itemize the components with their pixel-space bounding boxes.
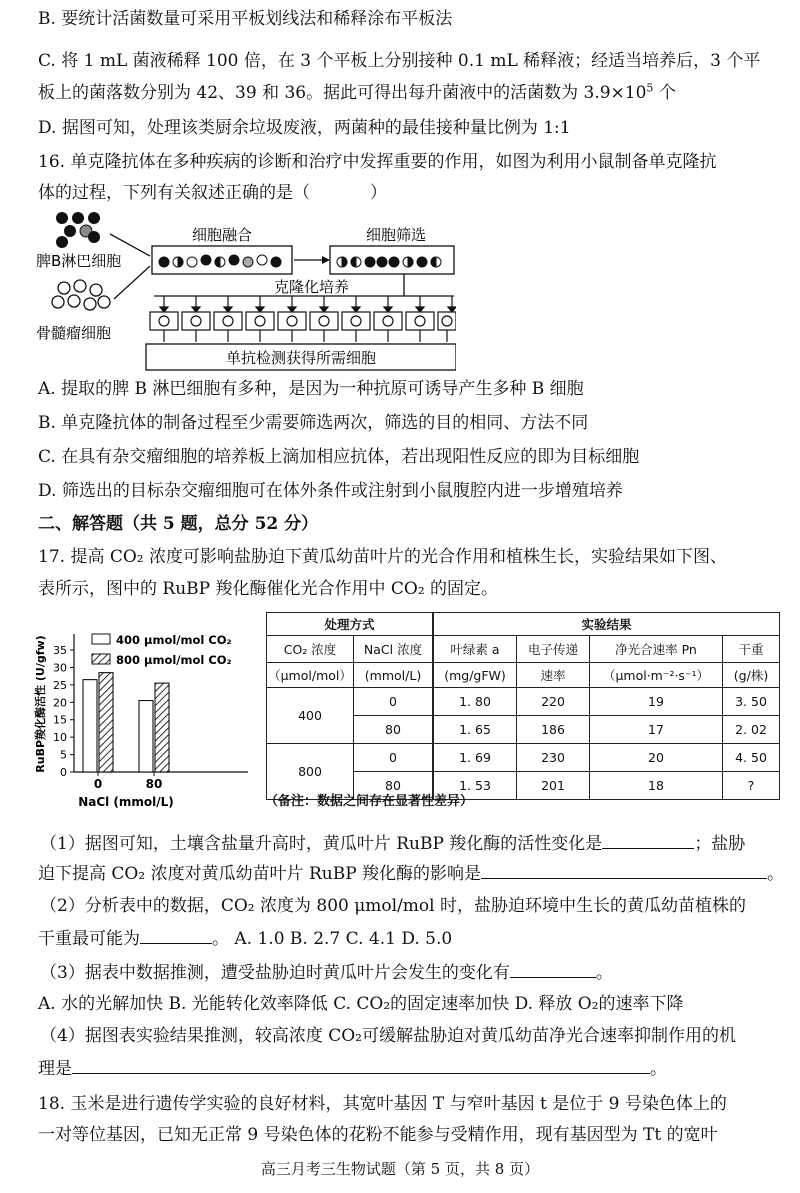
chart-xlabel: NaCl (mmol/L) bbox=[78, 795, 174, 809]
y-tick-label: 35 bbox=[53, 644, 67, 657]
col-nacl-unit: (mmol/L) bbox=[354, 663, 434, 688]
cell-et: 186 bbox=[517, 716, 590, 744]
experiment-table bbox=[266, 612, 780, 800]
table-note: （备注：数据之间存在显著性差异） bbox=[265, 794, 474, 809]
bar-800-nacl-80 bbox=[155, 683, 169, 772]
q18-stem-line2: 一对等位基因，已知无正常 9 号染色体的花粉不能参与受精作用，现有基因型为 Tt 的宽叶 bbox=[38, 1125, 718, 1145]
q15-option-d: D. 据图可知，处理该类厨余垃圾废液，两菌种的最佳接种量比例为 1:1 bbox=[38, 118, 571, 138]
fusion-label: 细胞融合 bbox=[192, 226, 253, 244]
table-row bbox=[267, 688, 780, 716]
chart-bars bbox=[83, 673, 169, 772]
cell-chl: 1. 69 bbox=[433, 744, 517, 772]
cell-dw: 4. 50 bbox=[723, 744, 780, 772]
cell-et: 230 bbox=[517, 744, 590, 772]
col-dw: 干重 bbox=[723, 636, 780, 663]
cell-chl: 1. 80 bbox=[433, 688, 517, 716]
bar-400-nacl-0 bbox=[83, 680, 97, 772]
col-co2: CO₂ 浓度 bbox=[267, 636, 354, 663]
cell-pn: 19 bbox=[590, 688, 723, 716]
legend-swatch-400 bbox=[92, 634, 110, 644]
col-chl-unit: (mg/gFW) bbox=[433, 663, 517, 688]
cell-pn: 20 bbox=[590, 744, 723, 772]
rubp-bar-chart bbox=[30, 604, 266, 810]
myeloma-cells bbox=[52, 280, 110, 310]
monoclonal-antibody-diagram bbox=[36, 204, 456, 374]
cell-nacl: 0 bbox=[354, 688, 434, 716]
y-tick-label: 25 bbox=[53, 678, 67, 692]
col-co2-unit: （μmol/mol） bbox=[267, 663, 354, 688]
q16-stem-line2: 体的过程，下列有关叙述正确的是（ ） bbox=[38, 183, 387, 203]
col-pn: 净光合速率 Pn bbox=[590, 636, 723, 663]
q16-option-c: C. 在具有杂交瘤细胞的培养板上滴加相应抗体，若出现阳性反应的即为目标细胞 bbox=[38, 447, 640, 467]
cell-dw: ? bbox=[723, 772, 780, 800]
chart-y-ticks bbox=[53, 644, 74, 779]
q18-stem-line1: 18. 玉米是进行遗传学实验的良好材料，其宽叶基因 T 与窄叶基因 t 是位于 9 号染色体上的 bbox=[38, 1094, 727, 1114]
q16-option-d: D. 筛选出的目标杂交瘤细胞可在体外条件或注射到小鼠腹腔内进一步增殖培养 bbox=[38, 481, 623, 501]
bar-400-nacl-80 bbox=[139, 701, 153, 772]
q16-stem-line1: 16. 单克隆抗体在多种疾病的诊断和治疗中发挥重要的作用，如图为利用小鼠制备单克隆抗 bbox=[38, 152, 717, 172]
y-tick-label: 10 bbox=[53, 731, 67, 745]
y-tick-label: 15 bbox=[53, 713, 67, 727]
q15-option-c-line2: 板上的菌落数分别为 42、39 和 36。据此可得出每升菌液中的活菌数为 $3.9\times 10^5$ 个 bbox=[38, 81, 676, 103]
x-tick-label: 0 bbox=[93, 777, 103, 791]
q16-option-b: B. 单克隆抗体的制备过程至少需要筛选两次，筛选的目的相同、方法不同 bbox=[38, 413, 589, 433]
cell-et: 220 bbox=[517, 688, 590, 716]
q17-part2-line1: （2）分析表中的数据，CO₂ 浓度为 800 μmol/mol 时，盐胁迫环境中生长的黄瓜幼苗植株的 bbox=[40, 896, 746, 916]
chart-ylabel: RuBP羧化酶活性 (U/gfw) bbox=[34, 635, 47, 773]
spleen-label: 脾B淋巴细胞 bbox=[36, 252, 122, 270]
cell-dw: 3. 50 bbox=[723, 688, 780, 716]
q15-option-c-line1: C. 将 1 mL 菌液稀释 100 倍，在 3 个平板上分别接种 0.1 mL 稀释液；经适当培养后，3 个平 bbox=[38, 51, 761, 71]
q17-part2-line2: 干重最可能为 。 A. 1.0 B. 2.7 C. 4.1 D. 5.0 bbox=[38, 929, 453, 949]
cell-et: 201 bbox=[517, 772, 590, 800]
bar-800-nacl-0 bbox=[99, 673, 113, 772]
myeloma-label: 骨髓瘤细胞 bbox=[36, 324, 112, 342]
x-tick-label: 80 bbox=[145, 777, 163, 791]
q17-part3-line1: （3）据表中数据推测，遭受盐胁迫时黄瓜叶片会发生的变化有 。 bbox=[40, 963, 613, 983]
fusion-cells bbox=[159, 255, 281, 267]
cell-nacl: 80 bbox=[354, 716, 434, 744]
legend-swatch-800 bbox=[92, 654, 110, 664]
cell-chl: 1. 65 bbox=[433, 716, 517, 744]
table-head-method: 处理方式 bbox=[267, 613, 434, 636]
legend-label-800: 800 μmol/mol CO₂ bbox=[116, 653, 232, 667]
q15-option-b: B. 要统计活菌数量可采用平板划线法和稀释涂布平板法 bbox=[38, 9, 453, 29]
arrow-myeloma bbox=[114, 266, 150, 299]
cell-pn: 17 bbox=[590, 716, 723, 744]
y-tick-label: 20 bbox=[53, 696, 67, 710]
q17-stem-line2: 表所示，图中的 RuBP 羧化酶催化光合作用中 CO₂ 的固定。 bbox=[38, 579, 499, 599]
q17-stem-line1: 17. 提高 CO₂ 浓度可影响盐胁迫下黄瓜幼苗叶片的光合作用和植株生长，实验结果如下图、 bbox=[38, 547, 728, 567]
y-tick-label: 5 bbox=[60, 748, 67, 762]
q16-option-a: A. 提取的脾 B 淋巴细胞有多种，是因为一种抗原可诱导产生多种 B 细胞 bbox=[38, 379, 584, 399]
detect-label: 单抗检测获得所需细胞 bbox=[225, 349, 377, 367]
q17-part4-line1: （4）据图表实验结果推测，较高浓度 CO₂可缓解盐胁迫对黄瓜幼苗净光合速率抑制作用的机 bbox=[40, 1026, 736, 1046]
col-et: 电子传递 bbox=[517, 636, 590, 663]
table-row bbox=[267, 744, 780, 772]
page-footer: 高三月考三生物试题（第 5 页，共 8 页） bbox=[260, 1160, 540, 1178]
col-dw-unit: (g/株) bbox=[723, 663, 780, 688]
section-2-heading: 二、解答题（共 5 题，总分 52 分） bbox=[38, 514, 319, 534]
chart-x-ticks bbox=[94, 772, 163, 791]
q17-part4-line2: 理是 。 bbox=[38, 1059, 667, 1079]
legend-label-400: 400 μmol/mol CO₂ bbox=[116, 633, 232, 647]
clone-label: 克隆化培养 bbox=[274, 278, 350, 296]
cell-dw: 2. 02 bbox=[723, 716, 780, 744]
cell-chl: 1. 53 bbox=[433, 772, 517, 800]
arrow-head bbox=[322, 256, 330, 264]
spleen-b-cells bbox=[56, 212, 100, 248]
cell-nacl: 0 bbox=[354, 744, 434, 772]
y-tick-label: 30 bbox=[53, 661, 67, 675]
cell-nacl: 80 bbox=[354, 772, 434, 800]
col-pn-unit: （μmol·m⁻²·s⁻¹） bbox=[590, 663, 723, 688]
table-head-result: 实验结果 bbox=[433, 613, 780, 636]
col-chl: 叶绿素 a bbox=[433, 636, 517, 663]
q17-part1-line1: （1）据图可知，土壤含盐量升高时，黄瓜叶片 RuBP 羧化酶的活性变化是 ；盐胁 bbox=[40, 834, 746, 854]
col-et-unit: 速率 bbox=[517, 663, 590, 688]
q17-part3-options: A. 水的光解加快 B. 光能转化效率降低 C. CO₂的固定速率加快 D. 释放 O₂的速率下降 bbox=[38, 994, 684, 1014]
clone-wells bbox=[150, 296, 456, 342]
q17-part1-line2: 迫下提高 CO₂ 浓度对黄瓜幼苗叶片 RuBP 羧化酶的影响是 。 bbox=[38, 864, 785, 884]
cell-co2: 800 bbox=[267, 744, 354, 800]
screening-label: 细胞筛选 bbox=[366, 226, 427, 244]
y-tick-label: 0 bbox=[60, 766, 67, 779]
cell-co2: 400 bbox=[267, 688, 354, 744]
col-nacl: NaCl 浓度 bbox=[354, 636, 434, 663]
cell-pn: 18 bbox=[590, 772, 723, 800]
